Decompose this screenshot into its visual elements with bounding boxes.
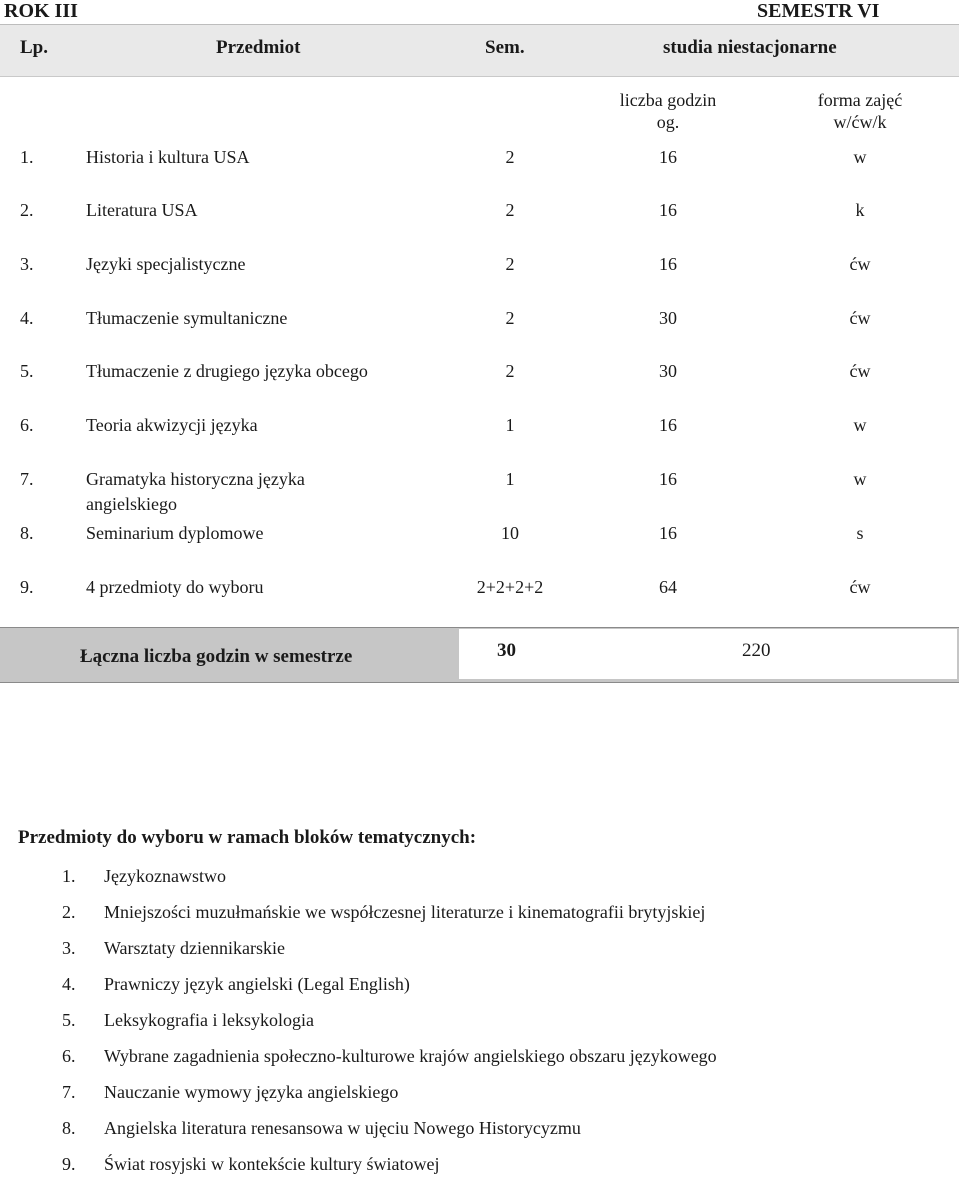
row-sem: 2 [505, 147, 515, 167]
row-form: w [853, 469, 867, 489]
row-form: ćw [849, 577, 871, 597]
elective-number: 1. [62, 866, 76, 886]
row-form: k [855, 200, 865, 220]
row-lp: 2. [20, 200, 34, 220]
column-header-mode: studia niestacjonarne [663, 37, 837, 58]
total-sem: 30 [497, 640, 516, 661]
row-sem: 2 [505, 308, 515, 328]
row-form: w [853, 415, 867, 435]
row-lp: 8. [20, 523, 34, 543]
row-sem: 10 [501, 523, 519, 543]
total-label: Łączna liczba godzin w semestrze [80, 646, 353, 667]
row-hours: 16 [659, 523, 677, 543]
elective-number: 8. [62, 1118, 76, 1138]
column-header-lp: Lp. [20, 37, 48, 58]
total-row-values-area [459, 629, 957, 679]
semester-label: SEMESTR VI [757, 0, 880, 22]
row-sem: 2+2+2+2 [476, 577, 544, 597]
row-hours: 16 [659, 469, 677, 489]
row-lp: 4. [20, 308, 34, 328]
row-lp: 5. [20, 361, 34, 381]
row-lp: 1. [20, 147, 34, 167]
electives-title: Przedmioty do wyboru w ramach bloków tematycznych: [18, 827, 477, 848]
row-subject: Tłumaczenie symultaniczne [86, 308, 288, 328]
row-subject: Tłumaczenie z drugiego języka obcego [86, 361, 368, 381]
row-hours: 16 [659, 254, 677, 274]
row-hours: 30 [659, 361, 677, 381]
elective-text: Leksykografia i leksykologia [104, 1010, 314, 1030]
row-form: w [853, 147, 867, 167]
column-header-hours-line2: og. [656, 112, 680, 132]
row-lp: 7. [20, 469, 34, 489]
year-label: ROK III [4, 0, 78, 22]
column-header-form [790, 89, 930, 133]
row-subject: Literatura USA [86, 200, 198, 220]
row-sem: 1 [505, 469, 515, 489]
row-sem: 2 [505, 200, 515, 220]
elective-number: 6. [62, 1046, 76, 1066]
column-header-hours-line1: liczba godzin [619, 90, 717, 110]
column-header-form-line1: forma zajęć [817, 90, 903, 110]
row-sem: 2 [505, 361, 515, 381]
row-sem: 1 [505, 415, 515, 435]
column-header-sem: Sem. [485, 37, 525, 58]
row-subject: Seminarium dyplomowe [86, 523, 264, 543]
row-hours: 16 [659, 147, 677, 167]
row-subject: Języki specjalistyczne [86, 254, 246, 274]
elective-text: Mniejszości muzułmańskie we współczesnej literaturze i kinematografii brytyjskiej [104, 902, 706, 922]
row-hours: 30 [659, 308, 677, 328]
row-hours: 16 [659, 415, 677, 435]
row-form: ćw [849, 254, 871, 274]
elective-text: Nauczanie wymowy języka angielskiego [104, 1082, 399, 1102]
elective-number: 5. [62, 1010, 76, 1030]
row-lp: 9. [20, 577, 34, 597]
row-subject: Gramatyka historyczna języka [86, 469, 305, 489]
column-header-form-line2: w/ćw/k [833, 112, 887, 132]
elective-text: Świat rosyjski w kontekście kultury światowej [104, 1154, 440, 1174]
row-hours: 64 [659, 577, 677, 597]
elective-number: 3. [62, 938, 76, 958]
row-lp: 6. [20, 415, 34, 435]
column-header-subject: Przedmiot [216, 37, 301, 58]
row-form: s [856, 523, 864, 543]
elective-text: Językoznawstwo [104, 866, 226, 886]
elective-number: 4. [62, 974, 76, 994]
row-subject: Teoria akwizycji języka [86, 415, 258, 435]
row-subject: Historia i kultura USA [86, 147, 250, 167]
elective-number: 9. [62, 1154, 76, 1174]
row-subject: 4 przedmioty do wyboru [86, 577, 264, 597]
elective-number: 2. [62, 902, 76, 922]
row-form: ćw [849, 361, 871, 381]
elective-text: Angielska literatura renesansowa w ujęciu Nowego Historycyzmu [104, 1118, 581, 1138]
column-header-hours [598, 89, 738, 133]
elective-number: 7. [62, 1082, 76, 1102]
row-sem: 2 [505, 254, 515, 274]
row-lp: 3. [20, 254, 34, 274]
total-hours: 220 [742, 640, 771, 661]
row-hours: 16 [659, 200, 677, 220]
elective-text: Warsztaty dziennikarskie [104, 938, 285, 958]
row-subject-continued: angielskiego [86, 494, 177, 514]
row-form: ćw [849, 308, 871, 328]
elective-text: Prawniczy język angielski (Legal English) [104, 974, 410, 994]
elective-text: Wybrane zagadnienia społeczno-kulturowe krajów angielskiego obszaru językowego [104, 1046, 717, 1066]
